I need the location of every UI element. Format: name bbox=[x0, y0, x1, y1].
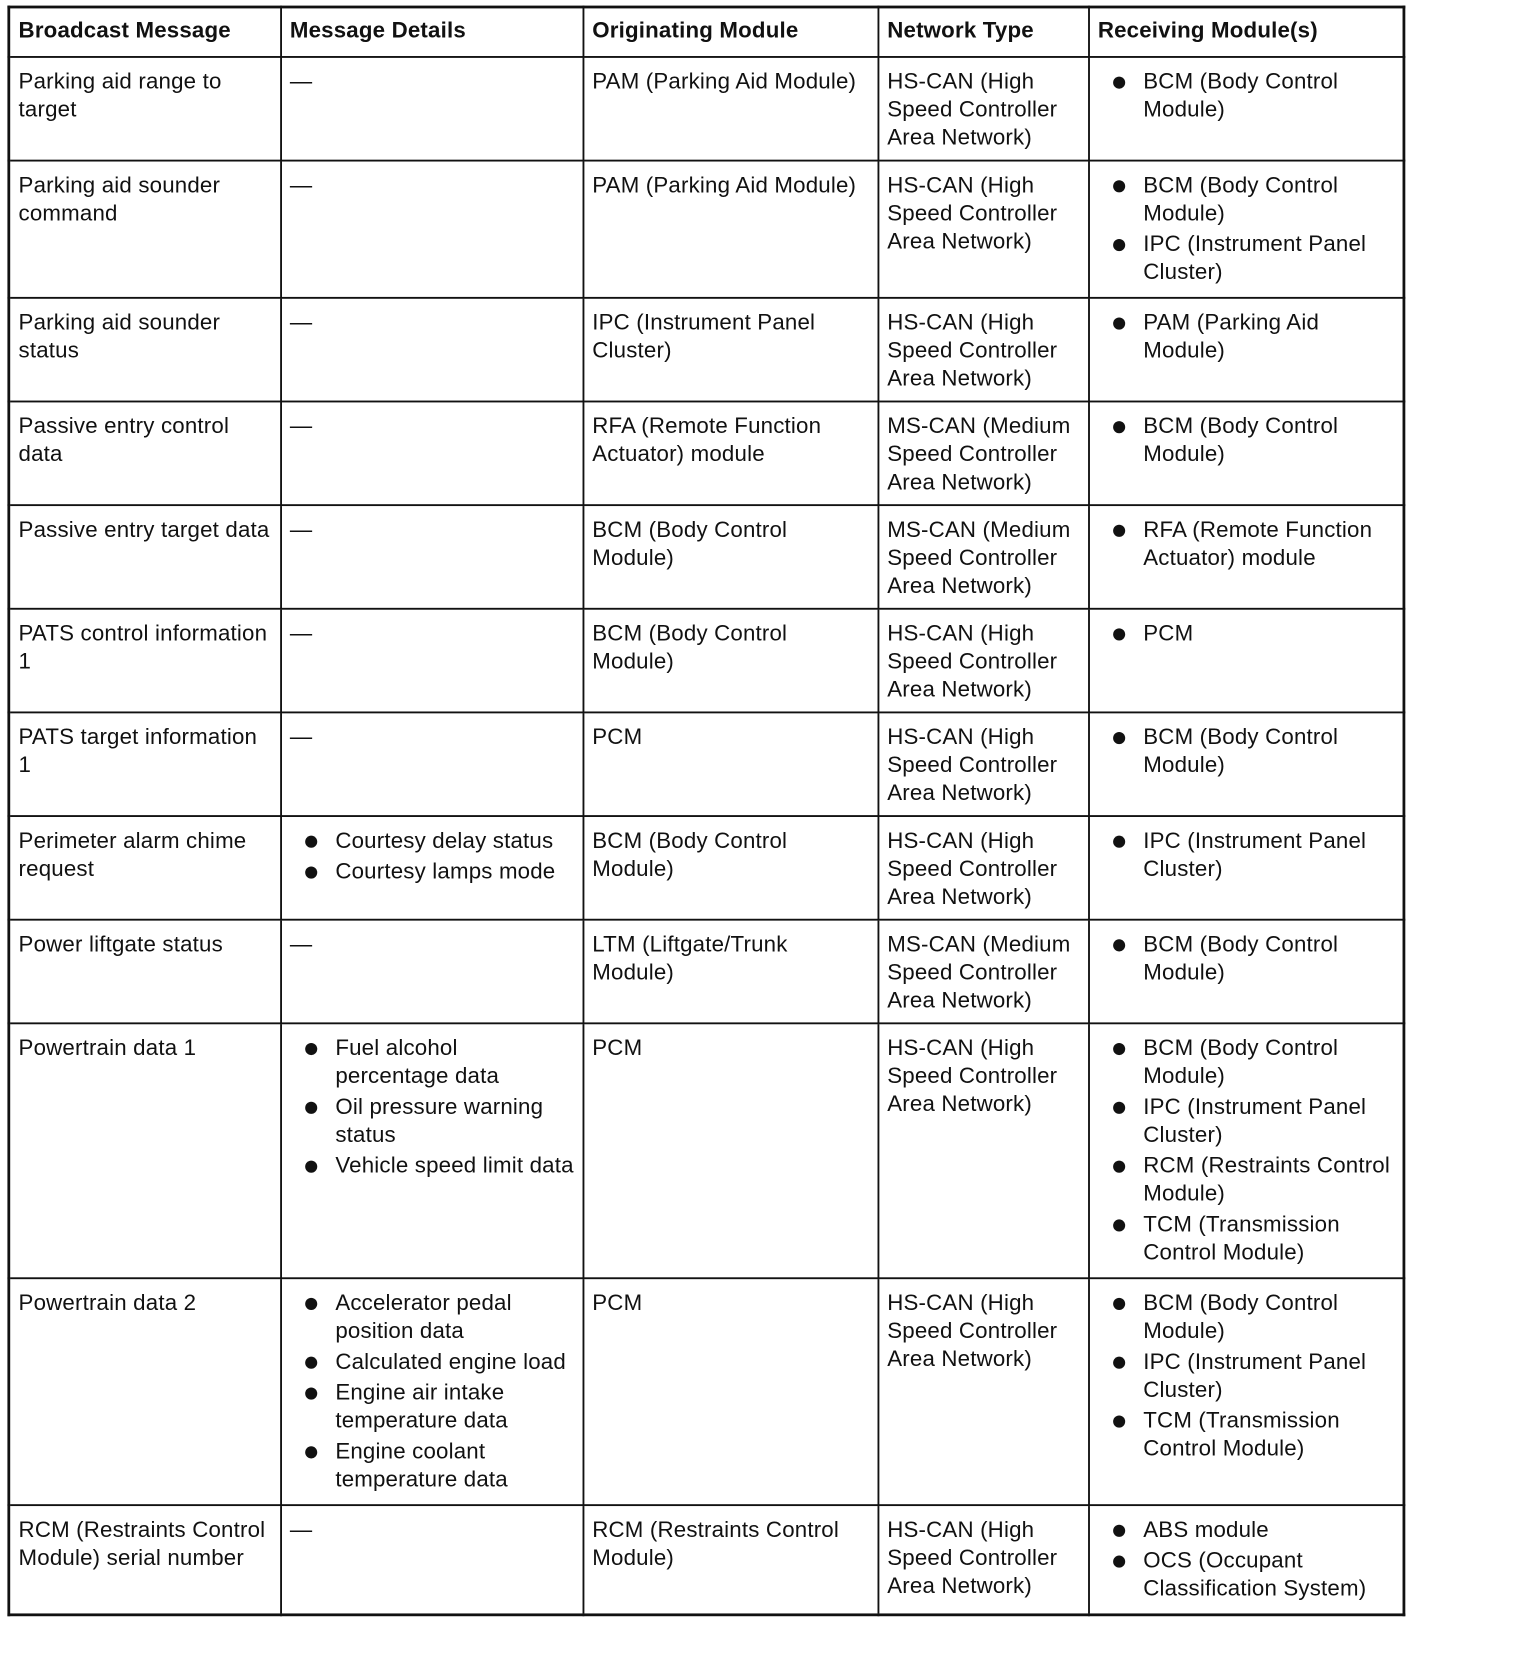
detail-item: Oil pressure warning status bbox=[290, 1093, 575, 1149]
table-header-row bbox=[9, 7, 1404, 57]
table-row bbox=[9, 57, 1404, 161]
table-row bbox=[9, 161, 1404, 298]
detail-item: Engine coolant temperature data bbox=[290, 1438, 575, 1494]
detail-item-list bbox=[290, 1289, 575, 1493]
receiver-item-list bbox=[1098, 172, 1395, 287]
broadcast-message-cell: PATS control information 1 bbox=[9, 609, 281, 713]
detail-item: Fuel alcohol percentage data bbox=[290, 1035, 575, 1091]
network-type-cell: HS-CAN (High Speed Controller Area Network) bbox=[878, 57, 1089, 161]
originating-module-cell: PCM bbox=[583, 1023, 878, 1278]
originating-module-cell: PAM (Parking Aid Module) bbox=[583, 161, 878, 298]
message-details-cell: — bbox=[281, 161, 583, 298]
receiver-item-list bbox=[1098, 516, 1395, 572]
detail-item: Courtesy delay status bbox=[290, 827, 575, 855]
receiver-item: BCM (Body Control Module) bbox=[1098, 724, 1395, 780]
message-details-cell: — bbox=[281, 1505, 583, 1615]
message-details-cell bbox=[281, 816, 583, 920]
receiver-item-list bbox=[1098, 413, 1395, 469]
header-broadcast-message: Broadcast Message bbox=[9, 7, 281, 57]
network-type-cell: HS-CAN (High Speed Controller Area Network) bbox=[878, 1023, 1089, 1278]
originating-module-cell: RCM (Restraints Control Module) bbox=[583, 1505, 878, 1615]
network-type-cell: HS-CAN (High Speed Controller Area Network) bbox=[878, 609, 1089, 713]
receiver-item-list bbox=[1098, 827, 1395, 883]
message-details-cell bbox=[281, 1278, 583, 1505]
receiver-item-list bbox=[1098, 68, 1395, 124]
message-details-cell: — bbox=[281, 920, 583, 1024]
broadcast-message-cell: RCM (Restraints Control Module) serial number bbox=[9, 1505, 281, 1615]
receiving-modules-cell bbox=[1089, 816, 1404, 920]
table-row bbox=[9, 401, 1404, 505]
header-network-type: Network Type bbox=[878, 7, 1089, 57]
receiving-modules-cell bbox=[1089, 298, 1404, 402]
receiver-item-list bbox=[1098, 1289, 1395, 1463]
network-type-cell: MS-CAN (Medium Speed Controller Area Network) bbox=[878, 401, 1089, 505]
table-row bbox=[9, 1023, 1404, 1278]
network-type-cell: HS-CAN (High Speed Controller Area Network) bbox=[878, 298, 1089, 402]
receiver-item: BCM (Body Control Module) bbox=[1098, 68, 1395, 124]
message-details-cell: — bbox=[281, 712, 583, 816]
receiver-item: BCM (Body Control Module) bbox=[1098, 172, 1395, 228]
receiver-item: PCM bbox=[1098, 620, 1395, 648]
network-type-cell: MS-CAN (Medium Speed Controller Area Network) bbox=[878, 920, 1089, 1024]
receiving-modules-cell bbox=[1089, 712, 1404, 816]
receiver-item-list bbox=[1098, 309, 1395, 365]
detail-item: Calculated engine load bbox=[290, 1348, 575, 1376]
broadcast-message-cell: Passive entry control data bbox=[9, 401, 281, 505]
receiver-item: RFA (Remote Function Actuator) module bbox=[1098, 516, 1395, 572]
network-type-cell: HS-CAN (High Speed Controller Area Network) bbox=[878, 816, 1089, 920]
broadcast-message-cell: Powertrain data 1 bbox=[9, 1023, 281, 1278]
receiver-item: BCM (Body Control Module) bbox=[1098, 931, 1395, 987]
table-row bbox=[9, 920, 1404, 1024]
receiver-item: IPC (Instrument Panel Cluster) bbox=[1098, 827, 1395, 883]
detail-item-list bbox=[290, 1035, 575, 1181]
network-type-cell: HS-CAN (High Speed Controller Area Network) bbox=[878, 1278, 1089, 1505]
originating-module-cell: IPC (Instrument Panel Cluster) bbox=[583, 298, 878, 402]
receiver-item: BCM (Body Control Module) bbox=[1098, 1289, 1395, 1345]
table-row bbox=[9, 816, 1404, 920]
broadcast-message-cell: Power liftgate status bbox=[9, 920, 281, 1024]
receiving-modules-cell bbox=[1089, 161, 1404, 298]
receiver-item-list bbox=[1098, 724, 1395, 780]
receiving-modules-cell bbox=[1089, 920, 1404, 1024]
originating-module-cell: BCM (Body Control Module) bbox=[583, 609, 878, 713]
network-type-cell: HS-CAN (High Speed Controller Area Network) bbox=[878, 161, 1089, 298]
receiving-modules-cell bbox=[1089, 505, 1404, 609]
message-details-cell: — bbox=[281, 298, 583, 402]
receiver-item: RCM (Restraints Control Module) bbox=[1098, 1152, 1395, 1208]
table-row bbox=[9, 1505, 1404, 1615]
originating-module-cell: BCM (Body Control Module) bbox=[583, 816, 878, 920]
detail-item: Courtesy lamps mode bbox=[290, 858, 575, 886]
table-body bbox=[9, 57, 1404, 1615]
table-row bbox=[9, 298, 1404, 402]
originating-module-cell: PAM (Parking Aid Module) bbox=[583, 57, 878, 161]
receiver-item: TCM (Transmission Control Module) bbox=[1098, 1211, 1395, 1267]
detail-item: Accelerator pedal position data bbox=[290, 1289, 575, 1345]
message-details-cell bbox=[281, 1023, 583, 1278]
originating-module-cell: PCM bbox=[583, 1278, 878, 1505]
receiving-modules-cell bbox=[1089, 57, 1404, 161]
broadcast-message-cell: Passive entry target data bbox=[9, 505, 281, 609]
originating-module-cell: LTM (Liftgate/Trunk Module) bbox=[583, 920, 878, 1024]
message-details-cell: — bbox=[281, 609, 583, 713]
receiving-modules-cell bbox=[1089, 401, 1404, 505]
header-receiving-modules: Receiving Module(s) bbox=[1089, 7, 1404, 57]
header-originating-module: Originating Module bbox=[583, 7, 878, 57]
broadcast-message-cell: Powertrain data 2 bbox=[9, 1278, 281, 1505]
receiver-item: IPC (Instrument Panel Cluster) bbox=[1098, 1348, 1395, 1404]
receiver-item: IPC (Instrument Panel Cluster) bbox=[1098, 231, 1395, 287]
receiver-item-list bbox=[1098, 1035, 1395, 1267]
table-row bbox=[9, 505, 1404, 609]
network-type-cell: HS-CAN (High Speed Controller Area Network) bbox=[878, 712, 1089, 816]
receiver-item: BCM (Body Control Module) bbox=[1098, 1035, 1395, 1091]
receiver-item-list bbox=[1098, 620, 1395, 648]
header-message-details: Message Details bbox=[281, 7, 583, 57]
receiving-modules-cell bbox=[1089, 1023, 1404, 1278]
originating-module-cell: BCM (Body Control Module) bbox=[583, 505, 878, 609]
receiver-item-list bbox=[1098, 931, 1395, 987]
receiving-modules-cell bbox=[1089, 1278, 1404, 1505]
table-row bbox=[9, 609, 1404, 713]
broadcast-message-cell: Parking aid range to target bbox=[9, 57, 281, 161]
receiver-item-list bbox=[1098, 1516, 1395, 1603]
detail-item: Vehicle speed limit data bbox=[290, 1152, 575, 1180]
broadcast-message-cell: Parking aid sounder status bbox=[9, 298, 281, 402]
detail-item-list bbox=[290, 827, 575, 886]
broadcast-message-table bbox=[7, 6, 1405, 1617]
receiver-item: TCM (Transmission Control Module) bbox=[1098, 1407, 1395, 1463]
originating-module-cell: PCM bbox=[583, 712, 878, 816]
network-type-cell: MS-CAN (Medium Speed Controller Area Network) bbox=[878, 505, 1089, 609]
receiver-item: ABS module bbox=[1098, 1516, 1395, 1544]
broadcast-message-cell: Parking aid sounder command bbox=[9, 161, 281, 298]
receiver-item: BCM (Body Control Module) bbox=[1098, 413, 1395, 469]
message-details-cell: — bbox=[281, 57, 583, 161]
receiver-item: OCS (Occupant Classification System) bbox=[1098, 1547, 1395, 1603]
broadcast-message-cell: PATS target information 1 bbox=[9, 712, 281, 816]
receiving-modules-cell bbox=[1089, 609, 1404, 713]
receiving-modules-cell bbox=[1089, 1505, 1404, 1615]
table-row bbox=[9, 712, 1404, 816]
originating-module-cell: RFA (Remote Function Actuator) module bbox=[583, 401, 878, 505]
message-details-cell: — bbox=[281, 401, 583, 505]
table-row bbox=[9, 1278, 1404, 1505]
receiver-item: IPC (Instrument Panel Cluster) bbox=[1098, 1093, 1395, 1149]
detail-item: Engine air intake temperature data bbox=[290, 1379, 575, 1435]
broadcast-message-cell: Perimeter alarm chime request bbox=[9, 816, 281, 920]
network-type-cell: HS-CAN (High Speed Controller Area Network) bbox=[878, 1505, 1089, 1615]
message-details-cell: — bbox=[281, 505, 583, 609]
receiver-item: PAM (Parking Aid Module) bbox=[1098, 309, 1395, 365]
